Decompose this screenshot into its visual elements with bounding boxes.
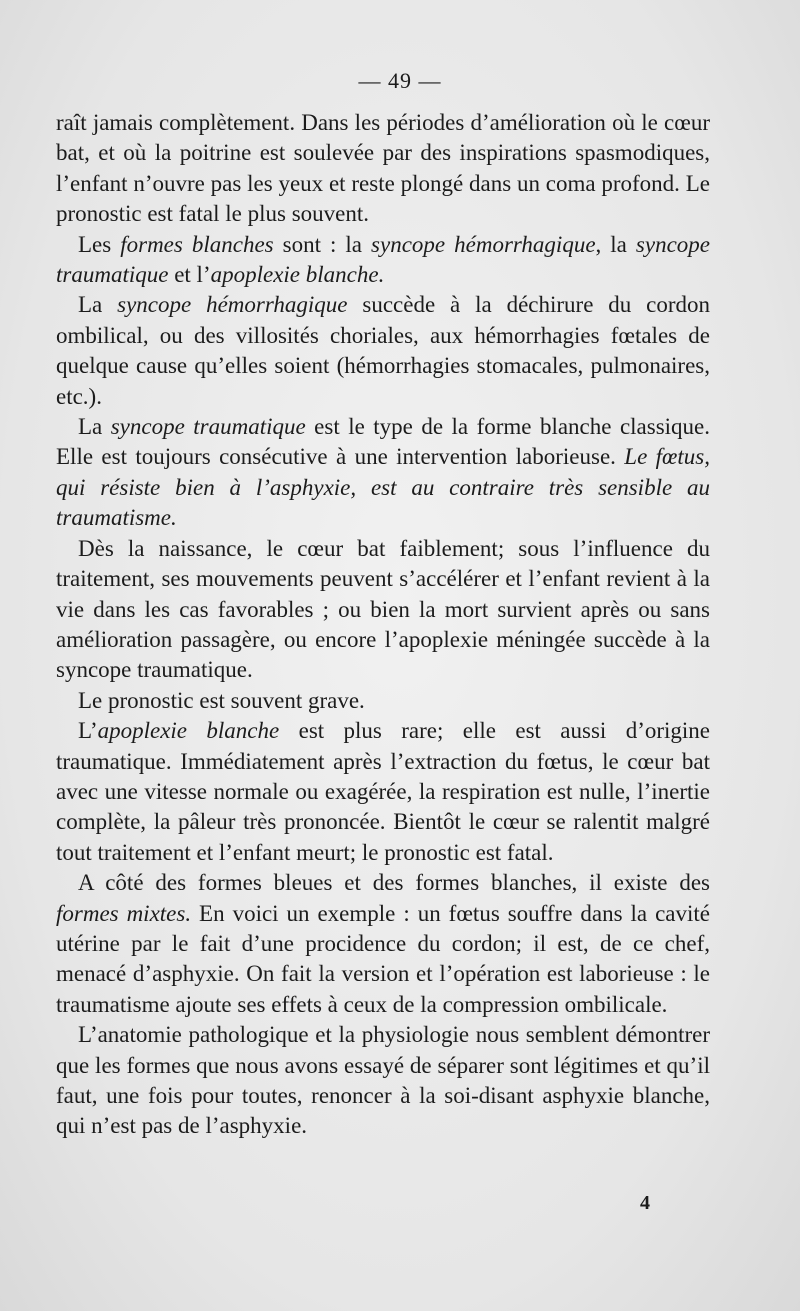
paragraph (56, 1020, 710, 1142)
text-run: L’ (78, 718, 98, 744)
text-run: raît jamais complètement. Dans les périodes d’amélioration où le cœur bat, et où la poitrine est soulevée par des inspirations spasmodiques, l’enfant n’ouvre pas les yeux et reste plongé dans un coma profond. Le pronostic est fatal le plus souvent. (56, 110, 710, 227)
paragraph (56, 534, 710, 686)
text-run: , la (595, 231, 636, 257)
paragraph (56, 868, 710, 1020)
paragraph (56, 412, 710, 534)
italic-text: formes mixtes. (56, 900, 192, 926)
italic-text: syncope hémorrhagique (371, 231, 596, 257)
italic-text: Le fœtus, qui résiste bien à l’asphyxie, est au contraire très sensible au traumatisme. (56, 444, 710, 531)
paragraph (56, 230, 710, 291)
text-run: Le pronostic est souvent grave. (78, 687, 365, 713)
text-run: A côté des formes bleues et des formes blanches, il existe des (78, 870, 710, 896)
body-text (56, 108, 710, 1142)
text-run: sont : la (273, 231, 372, 257)
page-number: — 49 — (358, 68, 442, 93)
text-run: En voici un exemple : un fœtus souffre dans la cavité utérine par le fait d’une procidence du cordon; il est, de ce chef, menacé d’asphyxie. On fait la version et l’opération est laborieuse : le traumatisme ajoute ses effets à ceux de la compression ombilicale. (56, 900, 710, 1017)
paragraph (56, 716, 710, 868)
text-run: est le type de la forme blanche classique. Elle est toujours consécutive à une intervention laborieuse. (56, 414, 710, 470)
paragraph (56, 290, 710, 412)
text-run: La (78, 292, 118, 318)
italic-text: syncope traumatique (110, 414, 306, 440)
italic-text: apoplexie blanche (97, 718, 280, 744)
text-run: succède à la déchirure du cordon ombilical, ou des villosités choriales, aux hémorrhagies fœtales de quelque cause qu’elles soient (hémorrhagies stomacales, pulmonaires, etc.). (56, 292, 711, 409)
text-run: L’anatomie pathologique et la physiologie nous semblent démontrer que les formes que nous avons essayé de séparer sont légitimes et qu’il faut, une fois pour toutes, renoncer à la soi-disant asphyxie blanche, qui n’est pas de l’asphyxie. (56, 1022, 710, 1139)
italic-text: formes blanches (120, 231, 274, 257)
paragraph (56, 686, 710, 716)
italic-text: apoplexie blanche. (210, 262, 385, 288)
italic-text: syncope traumatique (56, 231, 710, 288)
text-run: est plus rare; elle est aussi d’origine traumatique. Immédiatement après l’extraction du fœtus, le cœur bat avec une vitesse normale ou exagérée, la respiration est nulle, l’inertie complète, la pâleur très prononcée. Bientôt le cœur se ralentit malgré tout traitement et l’enfant meurt; le pronostic est fatal. (56, 718, 710, 865)
text-run: Les (78, 231, 121, 257)
text-run: et l’ (168, 262, 211, 288)
text-run: La (78, 414, 111, 440)
italic-text: syncope hémorrhagique (117, 292, 348, 318)
paragraph (56, 108, 710, 230)
text-run: Dès la naissance, le cœur bat faiblement; sous l’influence du traitement, ses mouvements peuvent s’accélérer et l’enfant revient à la vie dans les cas favorables ; ou bien la mort survient après ou sans amélioration passagère, ou encore l’apoplexie méningée succède à la syncope traumatique. (56, 535, 710, 683)
signature-mark: 4 (640, 1192, 650, 1214)
